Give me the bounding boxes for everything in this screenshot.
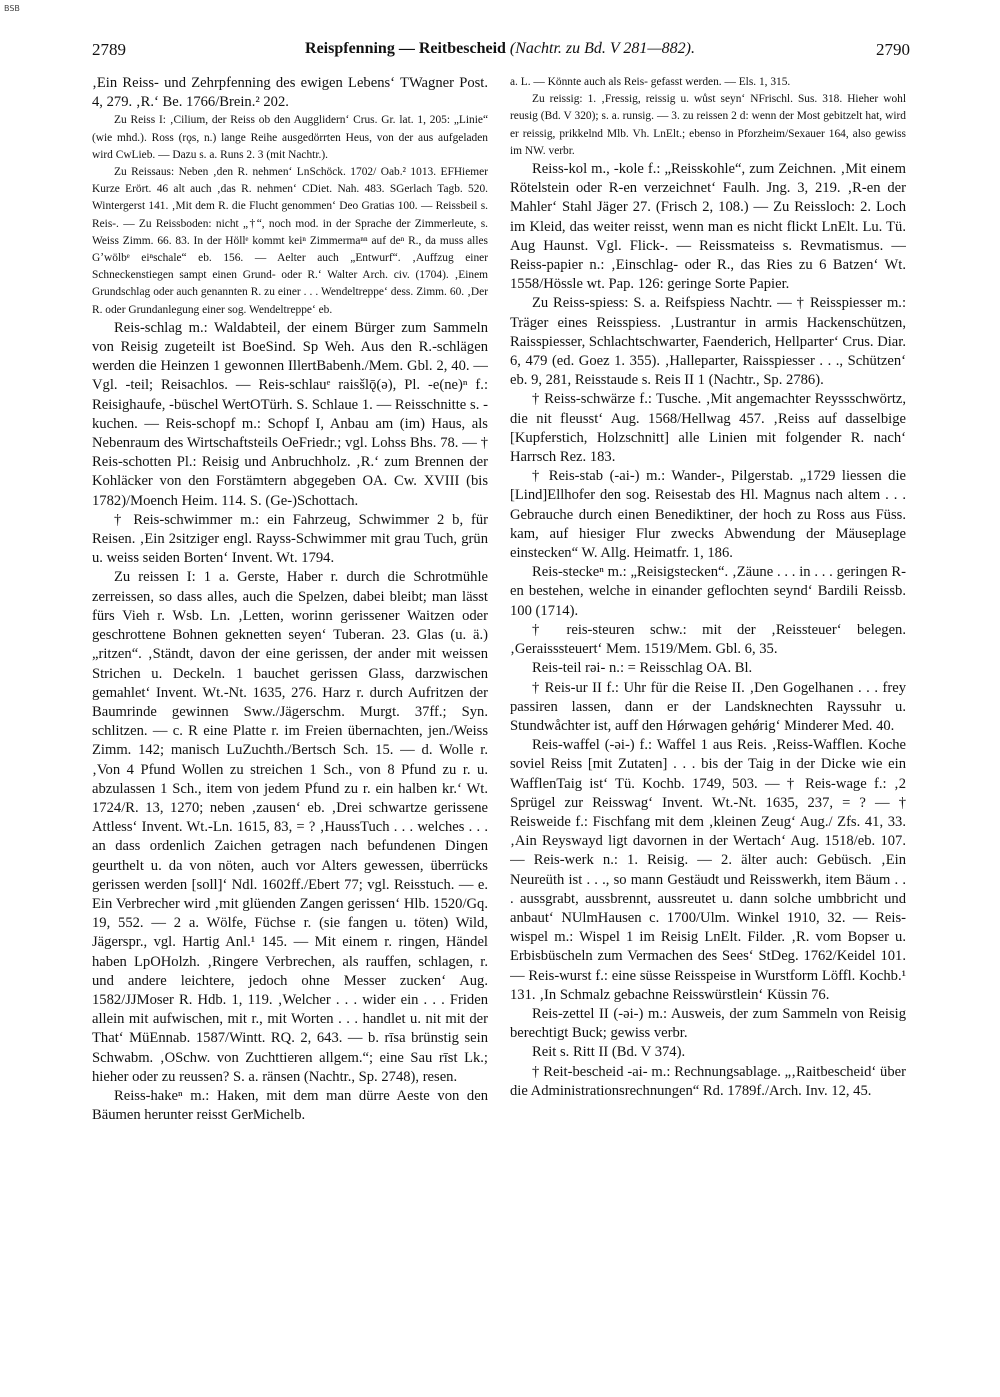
- page-header: [0, 40, 1000, 70]
- paragraph: Zu Reiss I: ‚Cilium, der Reiss ob den Augglidern‘ Crus. Gr. lat. 1, 205: „Linie“ (wie mhd.). Ross (rǫs, n.) lange Reihe ausgedörrten Heus, von der aus aufgeladen wird CwLieb. — Dazu s. a. Runs 2. 3 (mit Nachtr.).: [92, 114, 488, 161]
- page-number-right: 2790: [876, 40, 910, 59]
- running-title-main: Reispfenning — Reitbescheid: [305, 40, 506, 57]
- paragraph: † Reit-bescheid -ai- m.: Rechnungsablage. „‚Raitbescheid‘ über die Administrationsrechnungen“ Rd. 1789f./Arch. Inv. 12, 45.: [510, 1063, 906, 1099]
- paragraph: Reiss-kol m., -kole f.: „Reisskohle“, zum Zeichnen. ‚Mit einem Rötelstein oder R-en verzeichnet‘ Faulh. Jng. 3, 219. ‚R-en der Mahler‘ Stahl Jäger 27. (Frisch 2, 108.) — Zu Reissloch: 2. Loch im Kleid, das weiter reisst, wenn man es nicht flickt LnElt. Lu. Tü. Aug Haunst. Vgl. Flick-. — Reissmateiss s. Revmatismus. — Reiss-papier n.: ‚Einschlag- oder R., das Ries zu 6 Batzen‘ Wt. 1558/Hössle wt. Pap. 126: geringe Sorte Papier.: [510, 161, 906, 293]
- paragraph: Reis-zettel II (-əi-) m.: Ausweis, der zum Sammeln von Reisig berechtigt Buck; gewiss verbr.: [510, 1005, 906, 1042]
- running-title: [0, 40, 1000, 58]
- paragraph: Reit s. Ritt II (Bd. V 374).: [532, 1044, 686, 1061]
- paragraph: Reis-steckeⁿ m.: „Reisigstecken“. ‚Zäune . . . in . . . geringen R-en bestehen, welche in einander geflochten seynd‘ Bardili Reissb. 100 (1714).: [510, 564, 906, 619]
- paragraph: † reis-steuren schw.: mit der ‚Reissteuer‘ belegen. ‚Geraisssteuert‘ Mem. 1519/Mem. Gbl. 6, 35.: [510, 621, 906, 658]
- paragraph: Zu Reiss-spiess: S. a. Reifspiess Nachtr. — † Reisspiesser m.: Träger eines Reisspiess. ‚Lustrantur in armis Hackenschützen, Raisspiesser, Schlachtschwarter, Faenderich, Hellparter‘ Crus. Diar. 6, 479 (ed. Goez 1. 355). ‚Halleparter, Raisspiesser . . ., Schützen‘ eb. 9, 281, Reisstaude s. Reis II 1 (Nachtr., Sp. 2786).: [510, 295, 906, 389]
- paragraph: a. L. — Könnte auch als Reis- gefasst werden. — Els. 1, 315.: [510, 76, 791, 88]
- paragraph: Reis-waffel (-əi-) f.: Waffel 1 aus Reis. ‚Reiss-Wafflen. Koche soviel Reiss [mit Zutaten] . . . bis der Taig in der Dicke wie ein WafflenTaig ist‘ Tü. Kochb. 1749, 503. — † Reis-wage f.: ‚2 Sprügel zur Reisswag‘ Invent. Wt.-Nt. 1635, 237, = ? — † Reisweide f.: Fischfang mit dem ‚kleinen Zeug‘ Aug./ Zfs. 41, 33. ‚Ain Reyswayd ligt davornen in der Wertach‘ Aug. 1518/eb. 107. — Reis-werk n.: 1. Reisig. — 2. älter auch: Gebüsch. ‚Ein Neureüth ist . . ., so mann Gestäudt und Reisswerkh, item Bäum . . . aussgrabt, aussbrennt, aussreutet u. dann solche umbbricht und anbaut‘ NUlmHausen c. 1700/Ulm. Winkel 1910, 32. — Reis-wispel m.: Wispel 1 im Reisig LnElt. Filder. ‚R. vom Bopser u. Erbisbüscheln zum Vermachen des Sees‘ StDeg. 1762/Keidel 101. — Reis-wurst f.: eine süsse Reisspeise in Wurstform Löffl. Kochb.¹ 131. ‚In Schmalz gebachne Reisswürstlein‘ Küssin 76.: [510, 737, 906, 1003]
- paragraph: Zu reissig: 1. ‚Fressig, reissig u. wůst seyn‘ NFrischl. Sus. 318. Hieher wohl reusig (Bd. V 320); s. a. runsig. — 3. zu reissen 2 d: wenn der Most gebitzelt hat, wird er reissig, prikkelnd Mlb. Vh. LnElt.; ebenso in Pforzheim/Sexauer 164, also gewiss im NW. verbr.: [510, 93, 906, 157]
- paragraph: Reis-schlag m.: Waldabteil, der einem Bürger zum Sammeln von Reisig zugeteilt ist BoeSind. Sp Weh. Aus den R.-schlägen werden die Heinzen 1 gewonnen IllertBabenh./Mem. Gbl. 2, 40. — Vgl. -teil; Reisachlos. — Reis-schlauᵉ raisšlǭ(ə), Pl. -e(ne)ⁿ f.: Reisighaufe, -büschel WertOTürh. S. Schlaue 1. — Reisschnitte s. -kuchen. — Reis-schopf m.: Schopf I, Anbau am (im) Haus, als Nebenraum des Wirtschaftsteils OeFriedr.; vgl. Lohss Bhs. 78. — † Reis-schotten Pl.: Reisig und Anbruchholz. ‚R.‘ zum Brennen der Kohläcker von den Forstämtern abgegeben OA. Cw. XVIII (bis 1782)/Moench Heim. 114. S. (Ge-)Schottach.: [92, 319, 488, 509]
- paragraph: Reis-teil rəi- n.: = Reisschlag OA. Bl.: [532, 660, 753, 677]
- left-column: [92, 74, 488, 1384]
- paragraph: † Reiss-schwärze f.: Tusche. ‚Mit angemachter Reyssschwörtz, die nit fleusst‘ Aug. 1568/Hellwag 457. ‚Reiss auf dasselbige [Kupferstich, Holzschnitt] alle Linien mit folgender R. nach‘ Harrsch Rez. 183.: [510, 391, 906, 466]
- paragraph: † Reis-stab (-ai-) m.: Wander-, Pilgerstab. „1729 liessen die [Lind]Ellhofer den sog. Reisestab des Hl. Magnus nach altem . . . Gebrauche durch einen Benediktiner, der hoch zu Ross aus Füss. kam, auf hiesiger Flur zwecks Abwendung der Mäuseplage einstecken“ W. Allg. Heimatfr. 1, 186.: [510, 468, 906, 562]
- paragraph: † Reis-ur II f.: Uhr für die Reise II. ‚Den Gogelhanen . . . frey passiren lassen, dann er der Landsknechten Rayssuhr u. Stundwåchter ist, auff den Hǿrwagen gehǿrig‘ Minderer Med. 40.: [510, 679, 906, 734]
- paragraph: Reiss-hakeⁿ m.: Haken, mit dem man dürre Aeste von den Bäumen herunter reisst GerMichelb.: [92, 1087, 488, 1124]
- library-stamp: BSB: [4, 4, 20, 13]
- running-title-subtitle: (Nachtr. zu Bd. V 281—882).: [509, 40, 695, 57]
- right-column: [510, 74, 906, 1384]
- paragraph: Zu Reissaus: Neben ‚den R. nehmen‘ LnSchöck. 1702/ Oab.² 1013. EFHiemer Kurze Erört. 46 alt auch ‚das R. nehmen‘ CDiet. Nah. 483. SGerlach Tagb. 520. Wintergerst 141. ‚Mit dem R. die Flucht genommen‘ Deo Gratias 100. — Reissbeil s. Reis-. — Zu Reissboden: nicht „†“, noch mod. in der Sprache der Zimmerleute, s. Weiss Zimm. 66. 83. In der Höllᵉ kommt keiⁿ Zimmermaⁿⁿ auf deⁿ R., da muss alles Gʼwölbᵉ eiⁿschale“ eb. 156. — Aelter auch „Entwurf“. ‚Auffzug einer Schneckenstiegen sampt einen Grund- oder R.‘ Walter Arch. civ. (1704). ‚Einem Grundschlag oder auch genannten R. zu einer . . . Wendeltreppe‘ dess. Zimm. 60. ‚Der R. oder Grundanlegung einer sog. Wendeltreppe‘ eb.: [92, 166, 488, 316]
- paragraph: ‚Ein Reiss- und Zehrpfenning des ewigen Lebens‘ TWagner Post. 4, 279. ‚R.‘ Be. 1766/Brein.² 202.: [92, 75, 488, 111]
- paragraph: Zu reissen I: 1 a. Gerste, Haber r. durch die Schrotmühle zerreissen, so dass alles, auch die Spelzen, dabei bleibt; man lässt fürs Vieh r. Wsb. Ln. ‚Letten, worinn gerissener Waitzen oder geschrottene Bohnen geknetten seyen‘ Tuberan. 23. Glas (u. ä.) „ritzen“. ‚Ständt, davon der eine gerissen, der ander mit weissen Strichen u. Deckeln. 1 bauchet gerissen Glass, darzwischen gemahlet‘ Invent. Wt.-Nt. 1635, 276. Harz r. durch Aufritzen der Baumrinde gewinnen Sww./Jägerschm. Murgt. 37ff.; Syn. schlitzen. — c. R eine Platte r. im Freien übernachten, jen./Weiss Zimm. 142; manisch LuZuchth./Bertsch Sch. 15. — d. Wolle r. ‚Von 4 Pfund Wollen zu streichen 1 Sch., von 8 Pfund zu r. u. abzulassen 1 Sch., item von jedem Pfund zu r. ein halben kr.‘ Wt. 1724/R. 13, 1270; neben ‚zausen‘ eb. ‚Drei schwartze gerissene Attless‘ Invent. Wt.-Ln. 1615, 83, = ? ‚HaussTuch . . . welches . . . an dass ordenlich Zaichen getragen nach befundenen Dingen geurthelt u. da von nöten, auch vor Alters gewessen, überrücks gerissen werden [soll]‘ Ndl. 1602ff./Ebert 77; vgl. Reisstuch. — e. Ein Verbrecher wird ‚mit glüenden Zangen gerissen‘ Hlb. 1520/Gq. 19, 552. — 2 a. Wölfe, Füchse r. (sie fangen u. töten) Wild, Jägerspr., vgl. Hartig Anl.¹ 145. — Mit einem r. ringen, Händel haben LpOHolzh. ‚Ringere Verbrechen, als rauffen, schlagen, r. und andere leichtere, jedoch ohne Messer zucken‘ Aug. 1582/JJMoser R. Hdb. 1, 119. ‚Welcher . . . wider ein . . . Friden allein mit aufwischen, mit r., mit Worten . . . handlet u. nit mit der That‘ MüEnnab. 1587/Wintt. RQ. 2, 643. — b. rīsa brünstig sein Schwabm. ‚OSchw. von Zuchttieren allgem.“; eine Sau rīst Lk.; hieher oder zu reussen? S. a. ränsen (Nachtr., Sp. 2748), resen.: [92, 569, 488, 1085]
- page-number-left: 2789: [92, 40, 126, 59]
- paragraph: † Reis-schwimmer m.: ein Fahrzeug, Schwimmer 2 b, für Reisen. ‚Ein 2sitziger engl. Rayss-Schwimmer mit grau Tuch, grün u. weiss seiden Borten‘ Invent. Wt. 1794.: [92, 511, 488, 567]
